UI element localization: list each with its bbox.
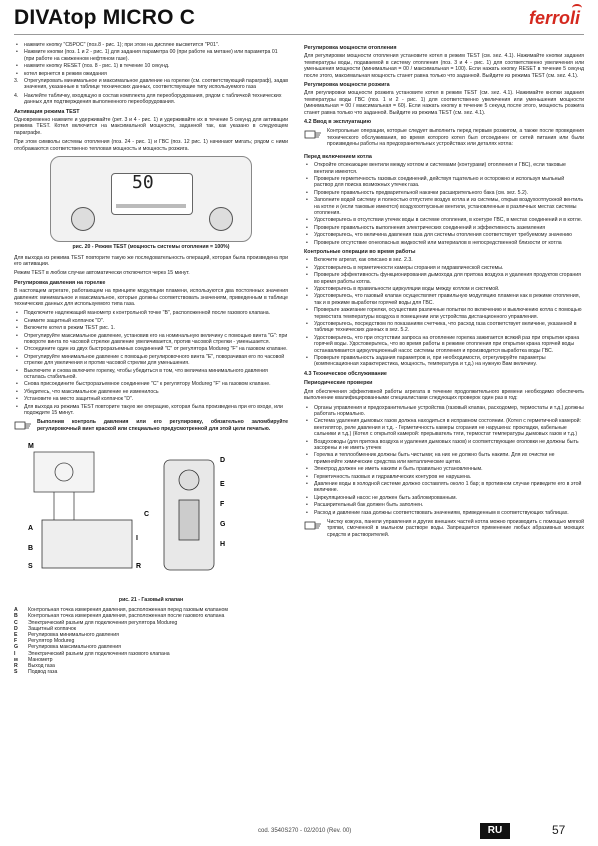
heating-power-paragraph: Для регулировки мощности отопления установите котел в режим TEST (см. sez. 4.1). Нажимайте кнопки задания температуры воды, подаваемой в систему отопления (поз. 3 и 4 - рис. 1) для соответственно увеличения или уменьшения мощности (минимальная = 00 / максимальная = 100). Если нажать кнопку RESET в течение 5 секунд после этого, максимальная мощность станет равна только что заданной. Выйдите из режима TEST (см. sez. 4.1). xyxy=(304,53,584,79)
section-4-2-heading: 4.2 Ввод в эксплуатацию xyxy=(304,119,372,126)
panel-button-right xyxy=(209,207,233,231)
before-start-list xyxy=(304,162,584,246)
pressure-bullet-list xyxy=(14,310,288,416)
gas-valve-diagram xyxy=(24,440,274,590)
numbered-list xyxy=(14,78,288,106)
legend-value: Регулировка минимального давления xyxy=(28,632,119,639)
heating-power-heading: Регулировка мощности отопления xyxy=(304,45,397,51)
bullet-item: • Проверьте зажигание горелки, осуществив различные попытки по включению и выключению котла с помощью термостата температуры воздуха в помещении или устройства дистанционного управления. xyxy=(304,307,584,320)
valve-body-left xyxy=(42,520,132,568)
diagram-label-M: M xyxy=(28,443,34,451)
bullet-item: • Циркуляционный насос не должен быть заблокированным. xyxy=(304,495,584,501)
panel-display xyxy=(111,173,193,215)
bullet-item: • Отсоедините один из двух быстроразъемных соединений "C" от регулятора Modureg "F" на газовом клапане. xyxy=(14,346,288,352)
panel-button-left xyxy=(71,207,95,231)
legend-value: Манометр xyxy=(28,656,53,663)
right-column xyxy=(304,42,584,544)
bullet-item: • Удостоверьтесь в отсутствии утечек воды в системе отопления, в контуре ГВС, в местах соединений и в котле. xyxy=(304,217,584,223)
bullet-item: • Выключите и снова включите горелку, чтобы убедиться в том, что величина минимального давления осталась стабильной. xyxy=(14,368,288,381)
legend-key: G xyxy=(14,644,19,651)
legend-row xyxy=(14,669,288,675)
bullet-item: • Убедитесь, что максимальное давление не изменилось xyxy=(14,389,288,395)
commissioning-warning-text: Контрольные операции, которые следует выполнить перед первым розжигом, а также после проведения технического обслуживания, во время которого котел был отсоединен от сетей питания или были произведены работы на предохранительных устройствах или деталях котла: xyxy=(327,128,584,148)
bullet-item: • Герметичность газовых и гидравлических контуров не нарушена. xyxy=(304,474,584,480)
item-number: 3. xyxy=(14,78,19,85)
diagram-label-E: E xyxy=(220,481,225,489)
bullet-item: • Проверьте правильность задания параметров и, при необходимости, отрегулируйте параметры (компенсационная характеристика, мощность, температура и т.д.) на нужную Вам величину. xyxy=(304,355,584,368)
numbered-item xyxy=(14,93,288,106)
bullet-item: • Расширительный бак должен быть заполнен. xyxy=(304,502,584,508)
seal-warning xyxy=(14,419,288,433)
valve-coil xyxy=(179,500,199,540)
bullet-item: • Проверьте герметичность газовых соединений, действуя тщательно и осторожно и используя мыльный раствор для поиска возможных утечек газа. xyxy=(304,176,584,189)
test-paragraph-1: Одновременно нажмите и удерживайте (рет. 3 и 4 - рис. 1) и удерживайте их в течение 5 секунд для активации режима TEST. Котел включится на максимальной мощности, заданной так, как указано в следующем параграфе. xyxy=(14,117,288,136)
hand-warning-icon xyxy=(304,128,322,142)
legend-value: Контрольная точка измерения давления, расположенная после газового клапана xyxy=(28,613,225,620)
bullet-item: • Включите агрегат, как описано в sez. 2.3. xyxy=(304,257,584,263)
bullet-item: • Откройте отсекающие вентили между котлом и системами (контурами) отопления и ГВС), если таковые вентили имеются. xyxy=(304,162,584,175)
bullet-item: • Давление воды в холодной системе должно составлять около 1 бар; в противном случае приведите его в этой величине. xyxy=(304,481,584,494)
legend-value: Выход газа xyxy=(28,663,55,670)
page-footer xyxy=(0,818,598,846)
item-number: 4. xyxy=(14,92,19,99)
bullet-item: • Проверьте эффективность функционирования дымохода для притока воздуха и удаления продуктов сгорания во время работы котла. xyxy=(304,272,584,285)
manometer-hoses xyxy=(54,492,74,520)
test-heading: Активация режима TEST xyxy=(14,108,80,115)
periodic-checks-paragraph: Для обеспечения эффективной работы агрегата в течение продолжительного времени необходимо обеспечить выполнение квалифицированными специалистами следующих проверок один раз в год: xyxy=(304,388,584,402)
commissioning-warning xyxy=(304,128,584,150)
bullet-item: • Удостоверьтесь в правильности циркуляции воды между котлом и системой. xyxy=(304,286,584,292)
figure-legend xyxy=(14,607,288,675)
bullet-item: • Отрегулируйте минимальное давление с помощью регулировочного винта "E", поворачивая его по часовой стрелке для увеличения и против часовой стрелки для уменьшения. xyxy=(14,354,288,367)
bullet-item: • Органы управления и предохранительные устройства (газовый клапан, расходомер, термостаты и т.д.) должны работать нормально. xyxy=(304,405,584,418)
legend-key: м xyxy=(14,656,18,663)
diagram-label-S: S xyxy=(28,563,33,571)
bullet-item: • Снимите защитный колпачок "D". xyxy=(14,318,288,324)
legend-key: I xyxy=(14,650,16,657)
page-number: 57 xyxy=(552,823,566,837)
bullet-item: • котел вернется в режим ожидания xyxy=(14,71,288,77)
bullet-item: • Отрегулируйте максимальное давление, установив его на номинальную величину с помощью винта "G": при повороте винта по часовой стрелке давление увеличивается, против часовой стрелки - уменьшается. xyxy=(14,333,288,346)
diagram-label-R: R xyxy=(136,563,142,571)
periodic-checks-heading: Периодические проверки xyxy=(304,380,373,387)
diagram-label-G: G xyxy=(220,521,226,529)
diagram-label-D: D xyxy=(220,457,226,465)
bullet-item: • Удостоверьтесь, что при отсутствии запроса на отопление горелка зажигается всякий раз при открытии крана горячей воды. Удостоверьтесь, что во время работы в режиме отопления при открытии крана горячей воды останавливается циркуляционный насос системы отопления и производится выработка воды ГВС. xyxy=(304,335,584,354)
diagram-label-F: F xyxy=(220,501,225,509)
bullet-item: • Заполните водой систему и полностью отпустите воздух котла и из системы, открыв воздухоотпускной вентиль на котле и (если таковые имеются) воздухоотпускные вентили, установленные в различных местах системы отопления. xyxy=(304,197,584,216)
header-rule xyxy=(14,34,584,35)
page-header xyxy=(0,0,598,38)
brand-logo xyxy=(529,8,580,29)
bullet-item: • Проверьте отсутствие огнеопасных жидкостей или материалов в непосредственной близости от котла xyxy=(304,240,584,246)
legend-key: D xyxy=(14,625,18,632)
operation-checks-list xyxy=(304,257,584,368)
bullet-item: • Удостоверьтесь, что газовый клапан осуществляет правильную модуляцию пламени как в режиме отопления, так и в режиме выработки горячей воды для ГВС. xyxy=(304,293,584,306)
legend-key: R xyxy=(14,663,18,670)
bullet-item: • Расход и давление газа должны соответствовать значениям, приведенным в соответствующих таблицах. xyxy=(304,510,584,516)
legend-key: E xyxy=(14,632,18,639)
item-text: Наклейте табличку, входящую в состав комплекта для переоборудования, рядом с табличкой технических данных для подтверждения выполненного переоборудования. xyxy=(24,92,282,106)
diagram-label-A: A xyxy=(28,525,34,533)
legend-value: Защитный колпачок xyxy=(28,625,77,632)
before-start-heading: Перед включением котла xyxy=(304,153,372,160)
ignition-power-heading: Регулировка мощности розжига xyxy=(304,82,390,89)
bullet-item: • Удостоверьтесь, посредством по показаниям счетчика, что расход газа соответствует величине, указанной в таблице технических данных в sez. 5.2. xyxy=(304,321,584,334)
pressure-heading: Регулировка давления на горелке xyxy=(14,279,106,286)
test-paragraph-3: Для выхода из режима TEST повторите такую же последовательность операций, которая была произведена при его активации. xyxy=(14,254,288,267)
display-bar xyxy=(116,204,186,208)
left-column xyxy=(14,42,288,675)
legend-value: Подвод газа xyxy=(28,669,58,676)
top-bullet-list xyxy=(14,42,288,77)
diagram-label-B: B xyxy=(28,545,34,553)
pressure-paragraph: В настоящем агрегате, работающем на принципе модуляции пламени, используются два постоянных значения давления: минимальное и максимальное, которые должны соответствовать значениям, приведенным в таблице технических данных для используемого типа газа. xyxy=(14,288,288,307)
legend-key: B xyxy=(14,613,18,620)
bullet-item: • нажмите кнопку "СБРОС" (поз.8 - рис. 1); при этом на дисплее высветится "P01". xyxy=(14,42,288,48)
legend-value: Электрический разъем для подключения газового клапана xyxy=(28,650,170,657)
bullet-item: • Установите на место защитный колпачок "D". xyxy=(14,396,288,402)
legend-key: F xyxy=(14,638,18,645)
bullet-item: • Горелка и теплообменник должны быть чистыми; на них не должно быть накипи. Для их очистки не применяйте химические средства или металлические щетки. xyxy=(304,452,584,465)
numbered-item xyxy=(14,78,288,91)
item-text: Отрегулировать минимальное и максимальное давление на горелке (см. соответствующий параграф), задав значения, указанные в таблице технических данных, соответствующие типу используемого газа xyxy=(24,78,288,91)
cleaning-warning-text: Чистку кожуха, панели управления и других внешних частей котла можно производить с помощью мягкой тряпки, смоченной в мыльном растворе воды. Запрещается применение любых абразивных моющих средств и растворителей. xyxy=(327,519,584,538)
brand-logo-text: ferroli xyxy=(528,8,580,28)
bullet-item: • Удостоверьтесь в герметичности камеры сгорания и гидравлической системы. xyxy=(304,265,584,271)
document-code: cod. 3540S270 - 02/2010 (Rev. 00) xyxy=(258,828,352,834)
figure-20-caption: рис. 20 - Режим TEST (мощность системы отопления = 100%) xyxy=(72,244,230,251)
modureg-coil xyxy=(179,470,199,490)
bullet-item: • Система удаления дымовых газов должна находиться в исправном состоянии. (Котел с герметичной камерой: вентилятор, реле давления и т.д. - Герметичность камеры сгорания не нарушена: прокладки, кабельные сальники и т.д.) (Котел с открытой камерой: прерыватель тяги, термостат температуры дымовых газов и т.д.) xyxy=(304,418,584,437)
test-paragraph-2: При этом символы системы отопления (поз. 24 - рис. 1) и ГВС (поз. 12 рис. 1) начинают мигать; рядом с ними отображаются соответственно тепловая мощность и мощность розжига. xyxy=(14,139,288,152)
periodic-checks-list xyxy=(304,405,584,517)
legend-value: Контрольная точка измерения давления, расположенная перед газовым клапаном xyxy=(28,607,228,614)
control-panel-figure xyxy=(50,156,252,242)
operation-checks-heading: Контрольные операции во время работы xyxy=(304,248,416,255)
document-title: DIVAtop MICRO C xyxy=(14,6,196,29)
cleaning-warning xyxy=(304,519,584,541)
diagram-label-H: H xyxy=(220,541,226,549)
legend-value: Регулятор Modureg xyxy=(28,638,75,645)
bullet-item: • Подключите надлежащий манометр к контрольной точке "B", расположенной после газового клапана. xyxy=(14,310,288,316)
hand-warning-icon xyxy=(304,519,322,533)
language-badge: RU xyxy=(480,823,510,839)
figure-21-caption: рис. 21 - Газовый клапан xyxy=(118,596,184,603)
hand-warning-icon xyxy=(14,419,32,433)
section-4-3-heading: 4.3 Техническое обслуживание xyxy=(304,370,387,377)
diagram-label-I: I xyxy=(136,535,138,543)
diagram-label-C: C xyxy=(144,511,150,519)
display-value: 50 xyxy=(132,172,154,194)
legend-key: S xyxy=(14,669,18,676)
bullet-item: • Удостоверьтесь, что величина давления газа для системы отопления соответствует требуемому значению xyxy=(304,232,584,238)
bullet-item: • Воздуховоды (для притока воздуха и удаления дымовых газов) и соответствующие оголовки не должны быть засорены и не иметь утечек xyxy=(304,439,584,452)
test-paragraph-4: Режим TEST в любом случае автоматически отключится через 15 минут. xyxy=(14,270,190,277)
legend-value: Электрический разъем для подключения регулятора Modureg xyxy=(28,619,178,626)
bullet-item: • нажмите кнопку RESET (поз. 8 - рис. 1) в течение 10 секунд. xyxy=(14,63,288,69)
ignition-power-paragraph: Для регулировки мощности розжига установите котел в режим TEST (см. sez. 4.1). Нажимайте кнопки задания температуры воды ГВС (поз. 1 и 2 - рис. 1) для соответственно увеличения или уменьшения мощности (минимальная = 00 / максимальная = 60). Если нажать кнопку в течение 5 секунд после этого, мощность розжига станет равна только что заданной. Выйдите из режима TEST (см. sez. 4.1). xyxy=(304,90,584,116)
bullet-item: • Проверьте правильность предварительной накачки расширительного бака (см. sez. 5.2). xyxy=(304,190,584,196)
legend-key: C xyxy=(14,619,18,626)
bullet-item: • Снова присоедините быстроразъемное соединение "C" к регулятору Modureg "F" на газовом клапане. xyxy=(14,381,288,387)
legend-value: Регулировка максимального давления xyxy=(28,644,121,651)
bullet-item: • Нажмите кнопки (поз. 1 и 2 - рис. 1) для задания параметра 00 (при работе на метане) или параметра 01 (при работе на сжиженном нефтяном газе). xyxy=(14,49,288,62)
bullet-item: • Электрод должен не иметь накипи и быть правильно установленным. xyxy=(304,466,584,472)
legend-key: A xyxy=(14,607,18,614)
seal-warning-text: Выполнив контроль давления или его регулировку, обязательно заломбируйте регулировочный винт краской или специально предусмотренной для этой цели печатью. xyxy=(37,419,288,432)
bullet-item: • Для выхода из режима TEST повторите такую же операцию, которая была произведена при его входе, или подождите 15 минут. xyxy=(14,404,288,417)
bullet-item: • Включите котел в режим TEST рис. 1. xyxy=(14,325,288,331)
bullet-item: • Проверьте правильность выполнения электрических соединений и эффективность заземления xyxy=(304,225,584,231)
manometer-box xyxy=(34,452,94,492)
